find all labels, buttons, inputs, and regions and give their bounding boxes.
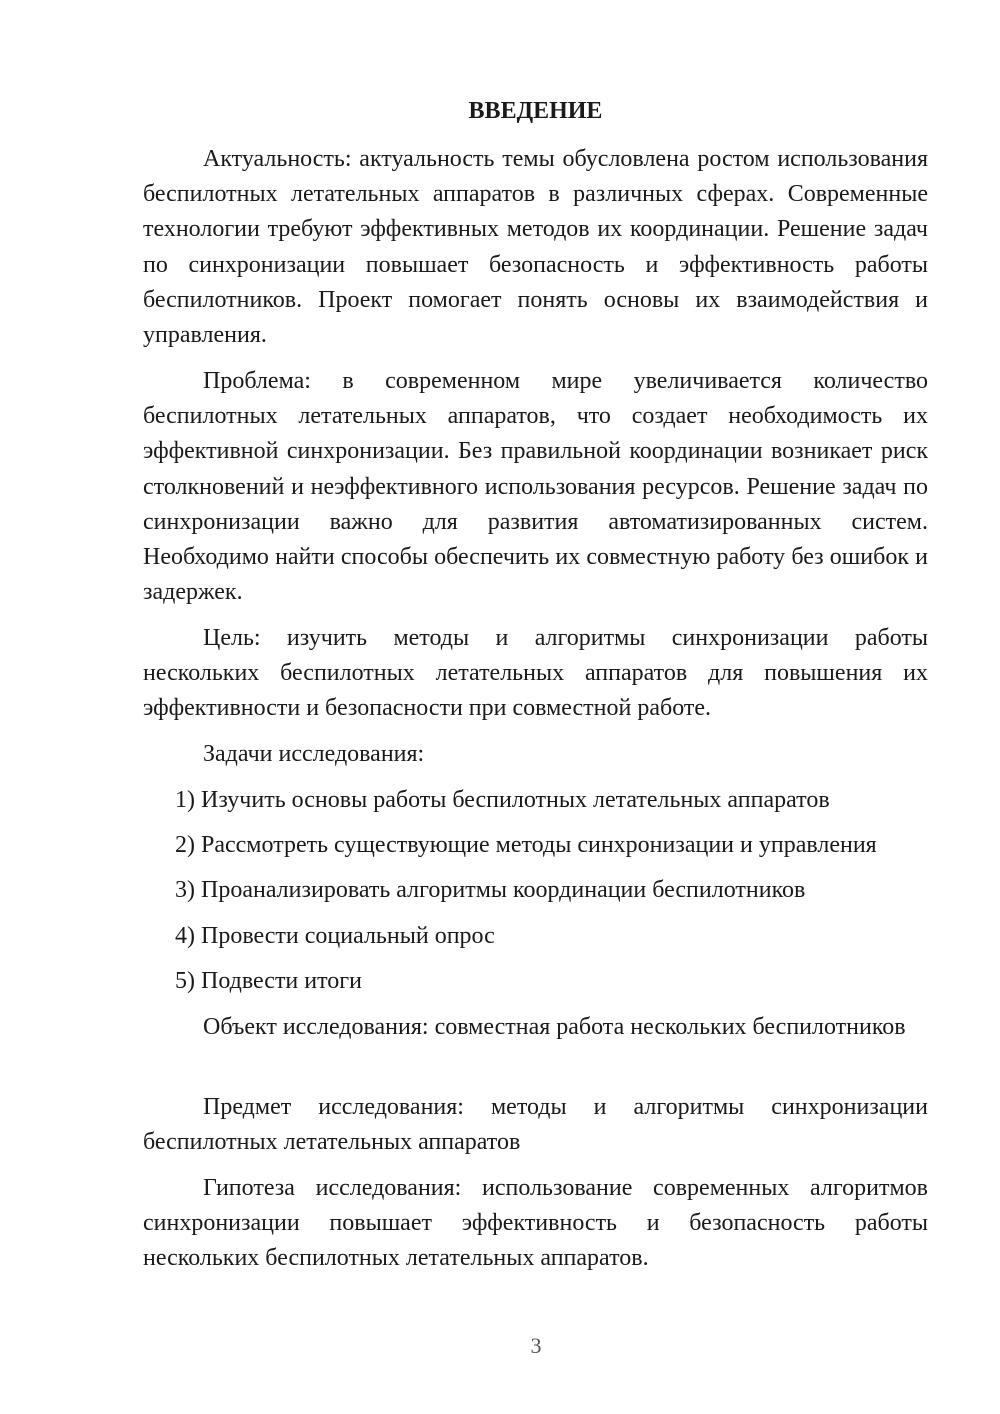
goal-paragraph: Цель: изучить методы и алгоритмы синхронизации работы нескольких беспилотных летательных аппаратов для повышения их эффективности и безопасности при совместной работе. <box>143 625 928 722</box>
task-item-3: 3) Проанализировать алгоритмы координации беспилотников <box>175 877 806 903</box>
object-paragraph: Объект исследования: совместная работа нескольких беспилотников <box>203 1014 906 1040</box>
tasks-heading: Задачи исследования: <box>203 741 425 767</box>
task-item-1: 1) Изучить основы работы беспилотных летательных аппаратов <box>175 787 830 813</box>
subject-paragraph: Предмет исследования: методы и алгоритмы синхронизации беспилотных летательных аппаратов <box>143 1094 928 1156</box>
page-title: ВВЕДЕНИЕ <box>468 98 603 124</box>
hypothesis-paragraph: Гипотеза исследования: использование современных алгоритмов синхронизации повышает эффективность и безопасность работы нескольких беспилотных летательных аппаратов. <box>143 1175 928 1272</box>
relevance-paragraph: Актуальность: актуальность темы обусловлена ростом использования беспилотных летательных аппаратов в различных сферах. Современные технологии требуют эффективных методов их координации. Решение задач по синхронизации повышает безопасность и эффективность работы беспилотников. Проект помогает понять основы их взаимодействия и управления. <box>143 146 928 349</box>
task-item-5: 5) Подвести итоги <box>175 968 362 994</box>
task-item-4: 4) Провести социальный опрос <box>175 923 495 949</box>
page-number: 3 <box>530 1333 542 1358</box>
task-item-2: 2) Рассмотреть существующие методы синхронизации и управления <box>175 832 877 858</box>
problem-paragraph: Проблема: в современном мире увеличивается количество беспилотных летательных аппаратов, что создает необходимость их эффективной синхронизации. Без правильной координации возникает риск столкновений и неэффективного использования ресурсов. Решение задач по синхронизации важно для развития автоматизированных систем. Необходимо найти способы обеспечить их совместную работу без ошибок и задержек. <box>143 368 928 606</box>
